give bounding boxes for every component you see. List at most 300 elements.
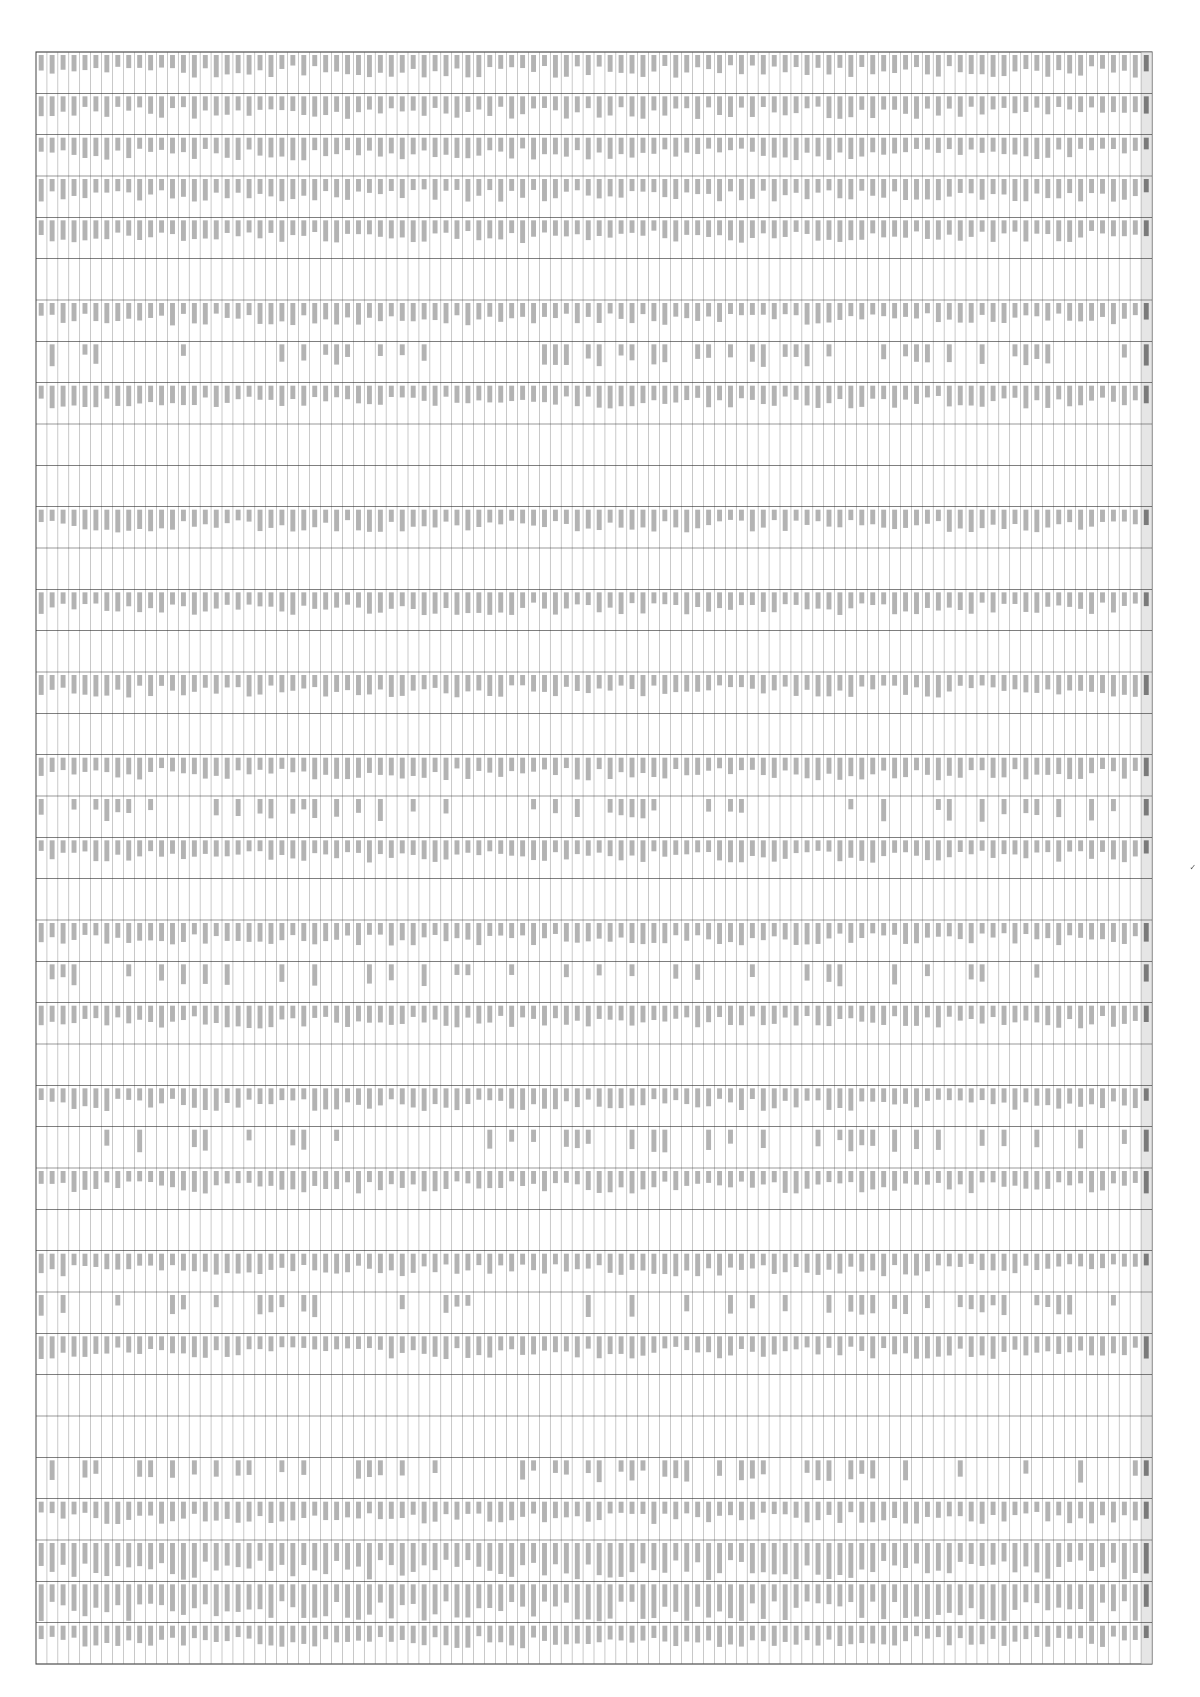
cell-text <box>1034 303 1039 316</box>
cell-text <box>422 344 427 360</box>
cell-text <box>312 592 317 608</box>
cell-text <box>531 179 536 190</box>
cell-text <box>881 923 886 935</box>
cell-text <box>378 220 383 236</box>
cell-text <box>816 138 821 157</box>
cell-text <box>498 840 503 854</box>
cell-text <box>542 96 547 108</box>
cell-text <box>641 840 646 862</box>
cell-text <box>323 1543 328 1574</box>
cell-text <box>422 1626 427 1646</box>
cell-text <box>72 592 77 609</box>
cell-text <box>433 758 438 772</box>
cell-text <box>1023 1584 1028 1602</box>
cell-text <box>684 179 689 192</box>
cell-text <box>597 964 602 975</box>
cell-text <box>728 220 733 240</box>
cell-text <box>1089 179 1094 193</box>
cell-text <box>662 303 667 325</box>
cell-text <box>1067 675 1072 690</box>
cell-text <box>236 1460 241 1475</box>
cell-text <box>433 55 438 71</box>
cell-text <box>739 1088 744 1110</box>
cell-text <box>312 220 317 232</box>
cell-text <box>805 1626 810 1640</box>
cell-text <box>641 1584 646 1619</box>
cell-text <box>61 964 66 977</box>
cell-text <box>575 1626 580 1644</box>
cell-text <box>641 758 646 773</box>
cell-text <box>892 1088 897 1104</box>
cell-text <box>1111 1254 1116 1265</box>
cell-text <box>520 1336 525 1355</box>
cell-text <box>761 510 766 528</box>
cell-text <box>1034 55 1039 71</box>
cell-text <box>465 1171 470 1183</box>
cell-text <box>1002 1006 1007 1025</box>
cell-text <box>334 344 339 364</box>
cell-text <box>290 55 295 66</box>
cell-text <box>1100 1171 1105 1190</box>
cell-text <box>455 592 460 614</box>
cell-text <box>61 1088 66 1102</box>
cell-text <box>662 1336 667 1348</box>
cell-text <box>126 964 131 976</box>
cell-text <box>422 1502 427 1524</box>
cell-text <box>236 799 241 816</box>
cell-text <box>848 303 853 316</box>
cell-text <box>575 303 580 323</box>
cell-text <box>586 1006 591 1027</box>
cell-text <box>914 1502 919 1524</box>
cell-text <box>422 1543 427 1565</box>
cell-text <box>925 510 930 524</box>
cell-text <box>651 1254 656 1274</box>
cell-text <box>520 386 525 400</box>
cell-text <box>1034 386 1039 401</box>
cell-text <box>794 1336 799 1349</box>
cell-text <box>936 1584 941 1615</box>
cell-text <box>455 1171 460 1181</box>
cell-text <box>312 675 317 687</box>
cell-text <box>61 1502 66 1519</box>
cell-text <box>739 1502 744 1521</box>
cell-text <box>903 220 908 237</box>
cell-text <box>444 220 449 232</box>
cell-text <box>148 592 153 608</box>
cell-text <box>553 96 558 110</box>
cell-text <box>586 1626 591 1644</box>
cell-text <box>115 138 120 151</box>
cell-text <box>651 1006 656 1020</box>
cell-text <box>93 1502 98 1518</box>
cell-text <box>389 1006 394 1025</box>
cell-text <box>345 1336 350 1348</box>
cell-text <box>662 1171 667 1182</box>
cell-text <box>969 1088 974 1102</box>
cell-text <box>1144 1543 1149 1573</box>
cell-text <box>1122 1502 1127 1516</box>
cell-text <box>465 592 470 613</box>
cell-text <box>301 510 306 531</box>
cell-text <box>356 303 361 325</box>
cell-text <box>389 303 394 316</box>
cell-text <box>958 303 963 323</box>
cell-text <box>247 386 252 397</box>
cell-text <box>378 1502 383 1519</box>
cell-text <box>1034 1171 1039 1189</box>
cell-text <box>236 1584 241 1612</box>
cell-text <box>104 840 109 861</box>
cell-text <box>192 1584 197 1608</box>
cell-text <box>597 592 602 612</box>
cell-text <box>673 964 678 978</box>
cell-text <box>50 675 55 690</box>
cell-text <box>947 1088 952 1100</box>
cell-text <box>859 1088 864 1101</box>
cell-text <box>881 1502 886 1521</box>
cell-text <box>914 675 919 687</box>
cell-text <box>827 96 832 118</box>
cell-text <box>991 1584 996 1620</box>
cell-text <box>93 1584 98 1607</box>
cell-text <box>444 1502 449 1514</box>
cell-text <box>345 675 350 690</box>
cell-text <box>422 675 427 689</box>
cell-text <box>411 1584 416 1604</box>
cell-text <box>881 1626 886 1645</box>
cell-text <box>925 758 930 775</box>
cell-text <box>1013 386 1018 398</box>
cell-text <box>1078 1584 1083 1609</box>
cell-text <box>1013 55 1018 71</box>
cell-text <box>870 1130 875 1146</box>
cell-text <box>148 55 153 70</box>
cell-text <box>334 675 339 692</box>
cell-text <box>903 1543 908 1568</box>
cell-text <box>126 179 131 192</box>
cell-text <box>619 799 624 815</box>
cell-text <box>1067 923 1072 935</box>
cell-text <box>225 303 230 318</box>
cell-text <box>61 1254 66 1277</box>
cell-text <box>630 758 635 778</box>
cell-text <box>258 55 263 70</box>
cell-text <box>1013 1626 1018 1642</box>
cell-text <box>553 1460 558 1473</box>
cell-text <box>444 1254 449 1265</box>
cell-text <box>312 138 317 150</box>
cell-text <box>433 840 438 862</box>
cell-text <box>969 510 974 532</box>
cell-text <box>717 510 722 522</box>
cell-text <box>794 96 799 113</box>
cell-text <box>936 675 941 697</box>
cell-text <box>1034 1502 1039 1512</box>
cell-text <box>192 675 197 692</box>
cell-text <box>465 96 470 112</box>
cell-text <box>269 510 274 528</box>
cell-text <box>717 1088 722 1098</box>
cell-text <box>805 303 810 325</box>
cell-text <box>1034 1543 1039 1572</box>
cell-text <box>290 1171 295 1189</box>
cell-text <box>509 675 514 685</box>
cell-text <box>717 220 722 235</box>
cell-text <box>750 510 755 532</box>
cell-text <box>597 344 602 366</box>
cell-text <box>455 964 460 975</box>
cell-text <box>936 303 941 322</box>
cell-text <box>236 386 241 400</box>
cell-text <box>498 675 503 697</box>
cell-text <box>1045 840 1050 852</box>
cell-text <box>619 344 624 355</box>
cell-text <box>137 1626 142 1643</box>
cell-text <box>684 1295 689 1311</box>
cell-text <box>115 799 120 812</box>
cell-text <box>225 964 230 985</box>
cell-text <box>641 510 646 528</box>
cell-text <box>83 386 88 407</box>
cell-text <box>1056 1584 1061 1607</box>
cell-text <box>980 1254 985 1270</box>
cell-text <box>1045 592 1050 606</box>
cell-text <box>881 386 886 399</box>
cell-text <box>925 1006 930 1018</box>
cell-text <box>1111 675 1116 696</box>
cell-text <box>312 55 317 66</box>
cell-text <box>465 1584 470 1617</box>
cell-text <box>433 1543 438 1570</box>
cell-text <box>465 1626 470 1648</box>
cell-text <box>411 96 416 110</box>
cell-text <box>542 1502 547 1523</box>
cell-text <box>794 179 799 193</box>
cell-text <box>148 1460 153 1477</box>
cell-text <box>225 1584 230 1611</box>
cell-text <box>115 1088 120 1098</box>
cell-text <box>1122 55 1127 71</box>
cell-text <box>553 923 558 934</box>
cell-text <box>192 1502 197 1514</box>
cell-text <box>1045 1088 1050 1105</box>
cell-text <box>837 592 842 615</box>
cell-text <box>72 179 77 196</box>
cell-text <box>706 1171 711 1183</box>
cell-text <box>553 840 558 852</box>
cell-text <box>39 758 44 776</box>
cell-text <box>1045 386 1050 408</box>
cell-text <box>837 55 842 68</box>
cell-text <box>203 303 208 324</box>
cell-text <box>378 55 383 73</box>
cell-text <box>39 303 44 316</box>
cell-text <box>258 1006 263 1029</box>
cell-text <box>487 758 492 773</box>
cell-text <box>619 1254 624 1275</box>
cell-text <box>269 799 274 818</box>
cell-text <box>641 1088 646 1105</box>
cell-text <box>662 1626 667 1642</box>
cell-text <box>367 55 372 77</box>
cell-text <box>279 1502 284 1522</box>
cell-text <box>794 1254 799 1267</box>
cell-text <box>914 592 919 614</box>
cell-text <box>936 923 941 937</box>
header-row <box>1141 52 1152 1664</box>
cell-text <box>553 179 558 198</box>
cell-text <box>651 510 656 532</box>
cell-text <box>509 964 514 975</box>
cell-text <box>706 1502 711 1522</box>
cell-text <box>597 840 602 852</box>
cell-text <box>531 1088 536 1104</box>
cell-text <box>72 1543 77 1577</box>
cell-text <box>1111 96 1116 112</box>
cell-text <box>83 220 88 240</box>
cell-text <box>761 1626 766 1642</box>
cell-text <box>794 510 799 521</box>
cell-text <box>783 1006 788 1018</box>
cell-text <box>72 1336 77 1356</box>
cell-text <box>115 840 120 854</box>
cell-text <box>947 220 952 234</box>
cell-text <box>816 1171 821 1185</box>
cell-text <box>772 138 777 158</box>
cell-text <box>947 675 952 691</box>
cell-text <box>630 386 635 407</box>
cell-text <box>247 1543 252 1569</box>
cell-text <box>465 303 470 325</box>
cell-text <box>936 1543 941 1571</box>
cell-text <box>608 1254 613 1273</box>
cell-text <box>739 1460 744 1480</box>
cell-text <box>400 1006 405 1024</box>
cell-text <box>1100 1006 1105 1016</box>
cell-text <box>684 675 689 692</box>
cell-text <box>269 675 274 686</box>
cell-text <box>673 179 678 199</box>
cell-text <box>356 1584 361 1619</box>
cell-text <box>356 179 361 192</box>
cell-text <box>1133 1088 1138 1108</box>
cell-text <box>1122 179 1127 200</box>
cell-text <box>673 510 678 528</box>
cell-text <box>301 1460 306 1475</box>
cell-text <box>1144 675 1149 695</box>
cell-text <box>684 138 689 153</box>
cell-text <box>542 1006 547 1026</box>
cell-text <box>630 923 635 943</box>
cell-text <box>980 386 985 407</box>
cell-text <box>761 1543 766 1572</box>
cell-text <box>83 1626 88 1647</box>
cell-text <box>630 840 635 855</box>
cell-text <box>93 96 98 111</box>
cell-text <box>1002 55 1007 76</box>
cell-text <box>301 96 306 115</box>
cell-text <box>914 220 919 231</box>
cell-text <box>389 758 394 776</box>
cell-text <box>608 758 613 779</box>
cell-text <box>958 840 963 852</box>
cell-text <box>258 675 263 695</box>
cell-text <box>881 1088 886 1102</box>
cell-text <box>247 758 252 775</box>
cell-text <box>1111 923 1116 942</box>
cell-text <box>662 510 667 522</box>
cell-text <box>400 1460 405 1475</box>
cell-text <box>290 179 295 199</box>
cell-text <box>1067 386 1072 407</box>
cell-text <box>662 1130 667 1153</box>
cell-text <box>980 138 985 153</box>
cell-text <box>192 386 197 405</box>
cell-text <box>83 592 88 604</box>
cell-text <box>750 179 755 199</box>
cell-text <box>903 675 908 695</box>
cell-text <box>301 1336 306 1348</box>
cell-text <box>367 1006 372 1023</box>
cell-text <box>597 510 602 530</box>
cell-text <box>203 675 208 688</box>
cell-text <box>225 1006 230 1028</box>
cell-text <box>783 1295 788 1311</box>
cell-text <box>476 303 481 319</box>
cell-text <box>509 840 514 855</box>
cell-text <box>816 510 821 522</box>
cell-text <box>608 96 613 115</box>
cell-text <box>991 386 996 401</box>
cell-text <box>170 1543 175 1574</box>
cell-text <box>104 1006 109 1026</box>
cell-text <box>509 923 514 938</box>
cell-text <box>794 1543 799 1579</box>
cell-text <box>1089 303 1094 321</box>
cell-text <box>925 96 930 108</box>
cell-text <box>411 510 416 527</box>
cell-text <box>1111 1626 1116 1637</box>
cell-text <box>1034 1626 1039 1637</box>
cell-text <box>400 386 405 398</box>
cell-text <box>695 510 700 529</box>
cell-text <box>236 1006 241 1027</box>
cell-text <box>761 386 766 404</box>
cell-text <box>225 55 230 74</box>
cell-text <box>181 1336 186 1353</box>
cell-text <box>476 592 481 613</box>
cell-text <box>203 55 208 68</box>
cell-text <box>816 1088 821 1100</box>
cell-text <box>575 923 580 943</box>
cell-text <box>389 592 394 608</box>
cell-text <box>334 1543 339 1561</box>
cell-text <box>279 179 284 201</box>
cell-text <box>356 510 361 531</box>
cell-text <box>104 138 109 160</box>
cell-text <box>258 138 263 156</box>
cell-text <box>269 1088 274 1104</box>
cell-text <box>969 758 974 770</box>
cell-text <box>761 1460 766 1474</box>
cell-text <box>728 303 733 314</box>
cell-text <box>619 510 624 528</box>
cell-text <box>848 1130 853 1152</box>
cell-text <box>433 179 438 200</box>
cell-text <box>1144 1584 1149 1606</box>
cell-text <box>61 1336 66 1352</box>
